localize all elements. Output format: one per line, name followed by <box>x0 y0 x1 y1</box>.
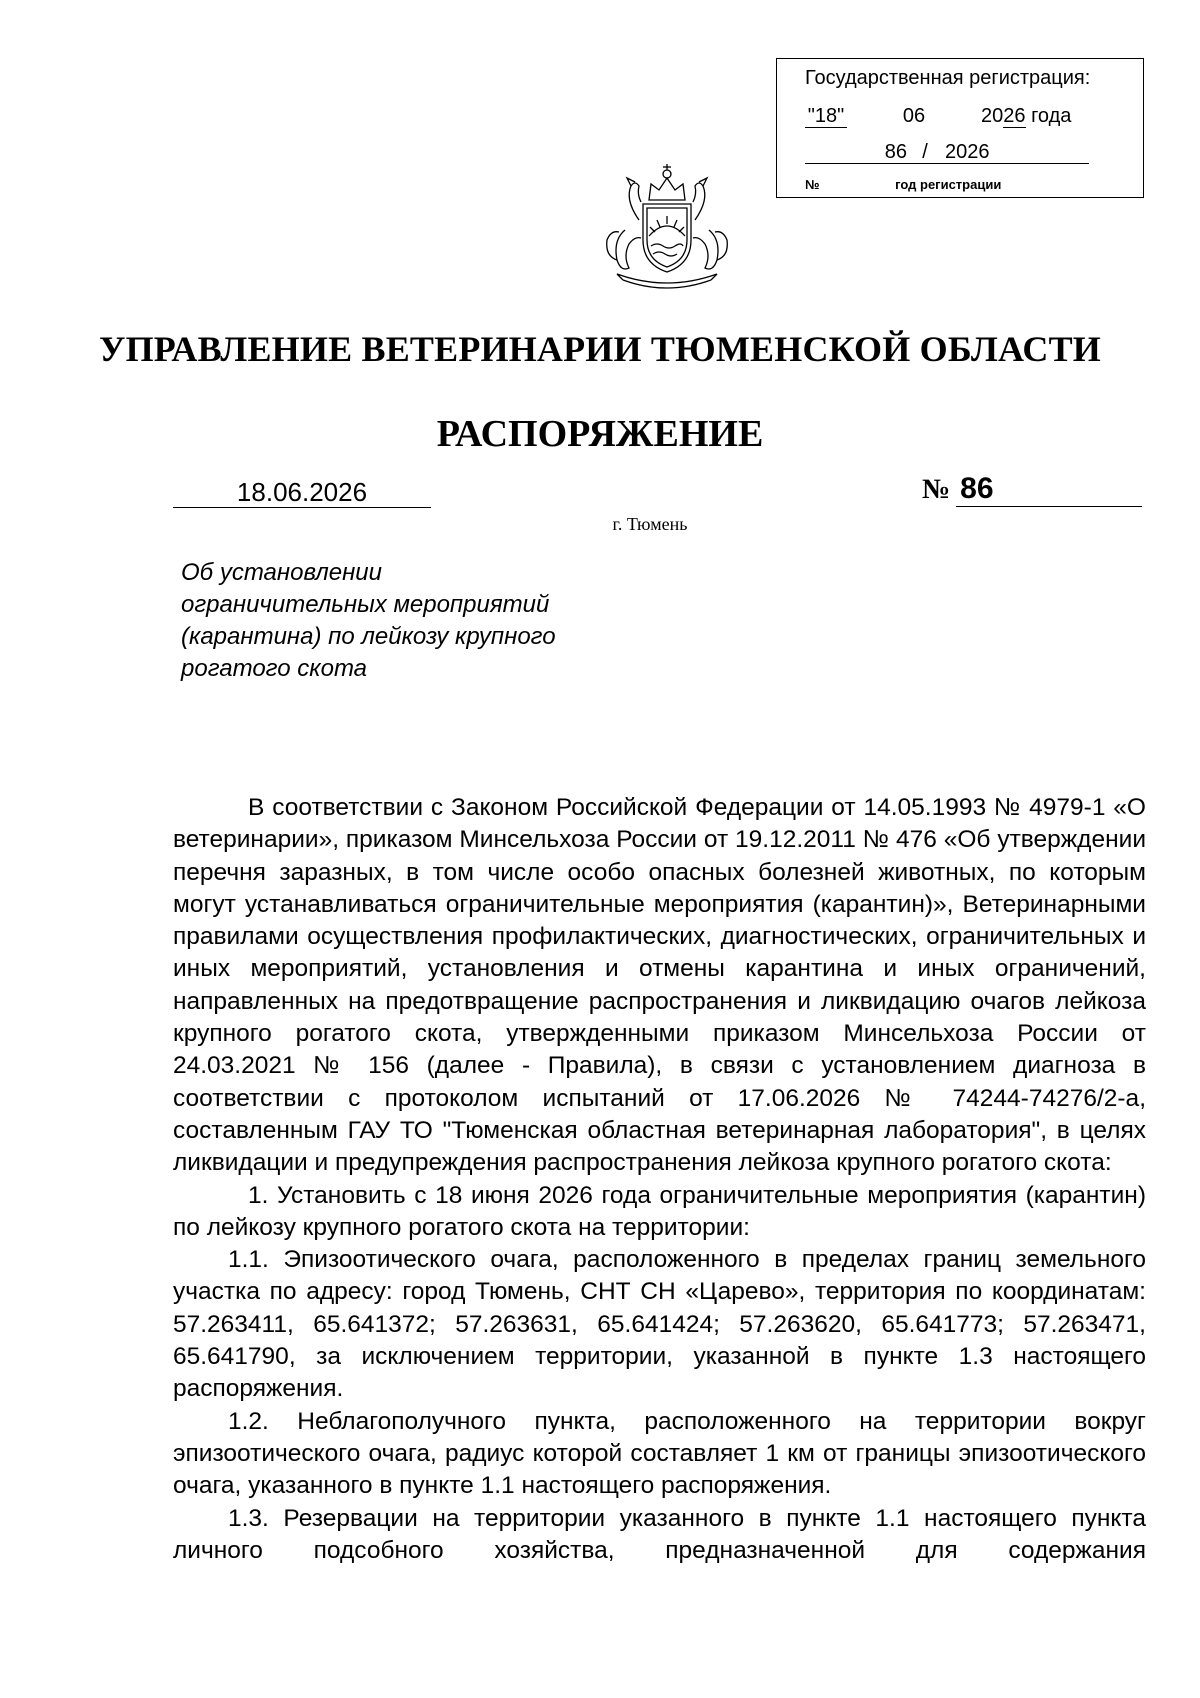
registration-year-suffix: 26 <box>1003 105 1026 127</box>
subject-line: (карантина) по лейкозу крупного <box>181 623 556 650</box>
registration-month: 06 <box>902 105 926 127</box>
item-1-3-paragraph: 1.3. Резервации на территории указанного в пункте 1.1 настоящего пункта личного подсобного хозяйства, предназначенной для содержания <box>173 1504 1146 1564</box>
subject-line: Об установлении <box>181 559 382 586</box>
subject-line: ограничительных мероприятий <box>181 591 550 618</box>
number-sign: № <box>922 474 951 505</box>
registration-year-word: года <box>1031 105 1072 127</box>
item-1-1-paragraph: 1.1. Эпизоотического очага, расположенного в пределах границ земельного участка по адресу: город Тюмень, СНТ СН «Царево», территория по координатам: 57.263411, 65.641372; 57.263631, 65.641424; 57.263620, 65.641773; 57.263471, 65.641790, за исключением территории, указанной в пункте 1.3 настоящего распоряжения. <box>173 1246 1146 1403</box>
registration-day: "18" <box>805 105 847 128</box>
registration-date <box>805 105 1071 128</box>
coat-of-arms-emblem <box>577 160 757 300</box>
subject-line: рогатого скота <box>181 655 368 682</box>
document-type: РАСПОРЯЖЕНИЕ <box>436 413 764 455</box>
caption-number: № <box>805 177 820 192</box>
registration-number: 86 <box>805 141 913 164</box>
registration-number-row <box>805 141 1089 164</box>
registration-title: Государственная регистрация: <box>805 67 1091 89</box>
item-1-2-paragraph: 1.2. Неблагополучного пункта, расположенного на территории вокруг эпизоотического очага, радиус которой составляет 1 км от границы эпизоотического очага, указанного в пункте 1.1 настоящего распоряжения. <box>173 1407 1146 1500</box>
item-1-paragraph: 1. Установить с 18 июня 2026 года ограничительные мероприятия (карантин) по лейкозу крупного рогатого скота на территории: <box>173 1181 1146 1241</box>
preamble-paragraph: В соответствии с Законом Российской Федерации от 14.05.1993 № 4979-1 «О ветеринарии», приказом Минсельхоза России от 19.12.2011 № 476 «Об утверждении перечня заразных, в том числе особо опасных болезней животных, по которым могут устанавливаться ограничительные мероприятия (карантин)», Ветеринарными правилами осуществления профилактических, диагностических, ограничительных и иных мероприятий, установления и отмены карантина и иных ограничений, направленных на предотвращение распространения и ликвидацию очагов лейкоза крупного рогатого скота, утвержденными приказом Минсельхоза России от 24.03.2021 № 156 (далее - Правила), в связи с установлением диагноза в соответствии с протоколом испытаний от 17.06.2026 № 74244-74276/2-а, составленным ГАУ ТО "Тюменская областная ветеринарная лаборатория", в целях ликвидации и предупреждения распространения лейкоза крупного рогатого скота: <box>173 794 1146 1177</box>
document-subject <box>181 557 621 685</box>
organization-name: УПРАВЛЕНИЕ ВЕТЕРИНАРИИ ТЮМЕНСКОЙ ОБЛАСТИ <box>98 329 1102 369</box>
document-city: г. Тюмень <box>612 514 688 534</box>
document-number-field <box>922 472 1140 507</box>
registration-caption <box>805 177 1001 192</box>
registration-box <box>776 58 1144 198</box>
caption-year: год регистрации <box>895 177 1002 192</box>
document-date: 18.06.2026 <box>173 477 431 508</box>
registration-slash: / <box>913 141 937 164</box>
document-number: 86 <box>956 472 1142 507</box>
registration-year: 2026 <box>937 141 1089 164</box>
document-body <box>173 792 1146 1567</box>
registration-year-prefix: 20 <box>981 105 1004 127</box>
